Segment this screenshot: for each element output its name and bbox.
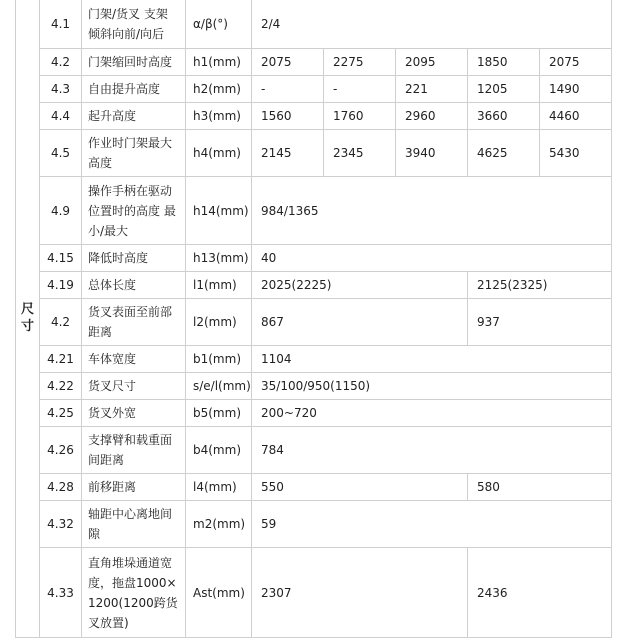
item-number: 4.21 <box>40 346 82 373</box>
item-value: 2436 <box>468 548 612 638</box>
item-name: 作业时门架最大高度 <box>82 130 186 177</box>
item-unit: h2(mm) <box>186 76 252 103</box>
item-value: 1104 <box>252 346 612 373</box>
item-value: - <box>252 76 324 103</box>
item-unit: m2(mm) <box>186 501 252 548</box>
item-number: 4.19 <box>40 272 82 299</box>
item-value: 2075 <box>540 49 612 76</box>
item-value: 867 <box>252 299 468 346</box>
item-number: 4.22 <box>40 373 82 400</box>
item-number: 4.33 <box>40 548 82 638</box>
item-value: 2345 <box>324 130 396 177</box>
item-value: 2075 <box>252 49 324 76</box>
item-value: 5430 <box>540 130 612 177</box>
item-value: 1760 <box>324 103 396 130</box>
item-value: 3660 <box>468 103 540 130</box>
item-number: 4.15 <box>40 245 82 272</box>
item-unit: b1(mm) <box>186 346 252 373</box>
item-number: 4.3 <box>40 76 82 103</box>
item-number: 4.2 <box>40 49 82 76</box>
item-name: 货叉尺寸 <box>82 373 186 400</box>
item-value: 984/1365 <box>252 177 612 245</box>
item-value: 2025(2225) <box>252 272 468 299</box>
spec-row <box>16 49 612 76</box>
item-number: 4.26 <box>40 427 82 474</box>
spec-row <box>16 103 612 130</box>
item-number: 4.28 <box>40 474 82 501</box>
item-unit: h14(mm) <box>186 177 252 245</box>
item-value: 40 <box>252 245 612 272</box>
spec-row <box>16 245 612 272</box>
spec-row <box>16 177 612 245</box>
item-value: 2125(2325) <box>468 272 612 299</box>
item-number: 4.9 <box>40 177 82 245</box>
section-label: 尺寸 <box>16 0 40 638</box>
item-value: 1490 <box>540 76 612 103</box>
item-number: 4.2 <box>40 299 82 346</box>
item-name: 门架缩回时高度 <box>82 49 186 76</box>
item-value: 221 <box>396 76 468 103</box>
item-value: 1560 <box>252 103 324 130</box>
item-number: 4.5 <box>40 130 82 177</box>
item-value: 1205 <box>468 76 540 103</box>
item-unit: α/β(°) <box>186 0 252 49</box>
spec-row <box>16 130 612 177</box>
spec-row <box>16 427 612 474</box>
item-unit: b5(mm) <box>186 400 252 427</box>
item-value: 2275 <box>324 49 396 76</box>
spec-table <box>15 0 612 638</box>
item-value: 937 <box>468 299 612 346</box>
item-name: 支撑臂和载重面间距离 <box>82 427 186 474</box>
item-unit: h13(mm) <box>186 245 252 272</box>
item-name: 门架/货叉 支架倾斜向前/向后 <box>82 0 186 49</box>
item-unit: l2(mm) <box>186 299 252 346</box>
item-value: 2145 <box>252 130 324 177</box>
item-unit: l4(mm) <box>186 474 252 501</box>
spec-row <box>16 76 612 103</box>
item-name: 货叉外宽 <box>82 400 186 427</box>
item-value: 4625 <box>468 130 540 177</box>
item-value: 550 <box>252 474 468 501</box>
item-unit: h4(mm) <box>186 130 252 177</box>
spec-row <box>16 548 612 638</box>
item-unit: s/e/l(mm) <box>186 373 252 400</box>
item-value: 580 <box>468 474 612 501</box>
item-value: 35/100/950(1150) <box>252 373 612 400</box>
item-number: 4.32 <box>40 501 82 548</box>
item-number: 4.1 <box>40 0 82 49</box>
item-name: 货叉表面至前部距离 <box>82 299 186 346</box>
item-value: 200~720 <box>252 400 612 427</box>
item-value: 2095 <box>396 49 468 76</box>
spec-row <box>16 0 612 49</box>
item-name: 操作手柄在驱动位置时的高度 最小/最大 <box>82 177 186 245</box>
item-value: 1850 <box>468 49 540 76</box>
item-name: 起升高度 <box>82 103 186 130</box>
item-value: 2307 <box>252 548 468 638</box>
item-value: 59 <box>252 501 612 548</box>
item-value: 4460 <box>540 103 612 130</box>
item-name: 自由提升高度 <box>82 76 186 103</box>
item-name: 直角堆垛通道宽度，拖盘1000×1200(1200跨货叉放置) <box>82 548 186 638</box>
item-name: 前移距离 <box>82 474 186 501</box>
item-number: 4.4 <box>40 103 82 130</box>
item-value: 2960 <box>396 103 468 130</box>
item-name: 车体宽度 <box>82 346 186 373</box>
item-value: 3940 <box>396 130 468 177</box>
item-name: 总体长度 <box>82 272 186 299</box>
item-value: 784 <box>252 427 612 474</box>
item-value: - <box>324 76 396 103</box>
spec-row <box>16 346 612 373</box>
item-unit: Ast(mm) <box>186 548 252 638</box>
item-unit: h1(mm) <box>186 49 252 76</box>
item-name: 轴距中心离地间隙 <box>82 501 186 548</box>
item-number: 4.25 <box>40 400 82 427</box>
spec-row <box>16 474 612 501</box>
item-unit: b4(mm) <box>186 427 252 474</box>
item-unit: l1(mm) <box>186 272 252 299</box>
item-value: 2/4 <box>252 0 612 49</box>
spec-row <box>16 373 612 400</box>
spec-row <box>16 501 612 548</box>
spec-row <box>16 400 612 427</box>
item-unit: h3(mm) <box>186 103 252 130</box>
item-name: 降低时高度 <box>82 245 186 272</box>
spec-row <box>16 272 612 299</box>
spec-row <box>16 299 612 346</box>
